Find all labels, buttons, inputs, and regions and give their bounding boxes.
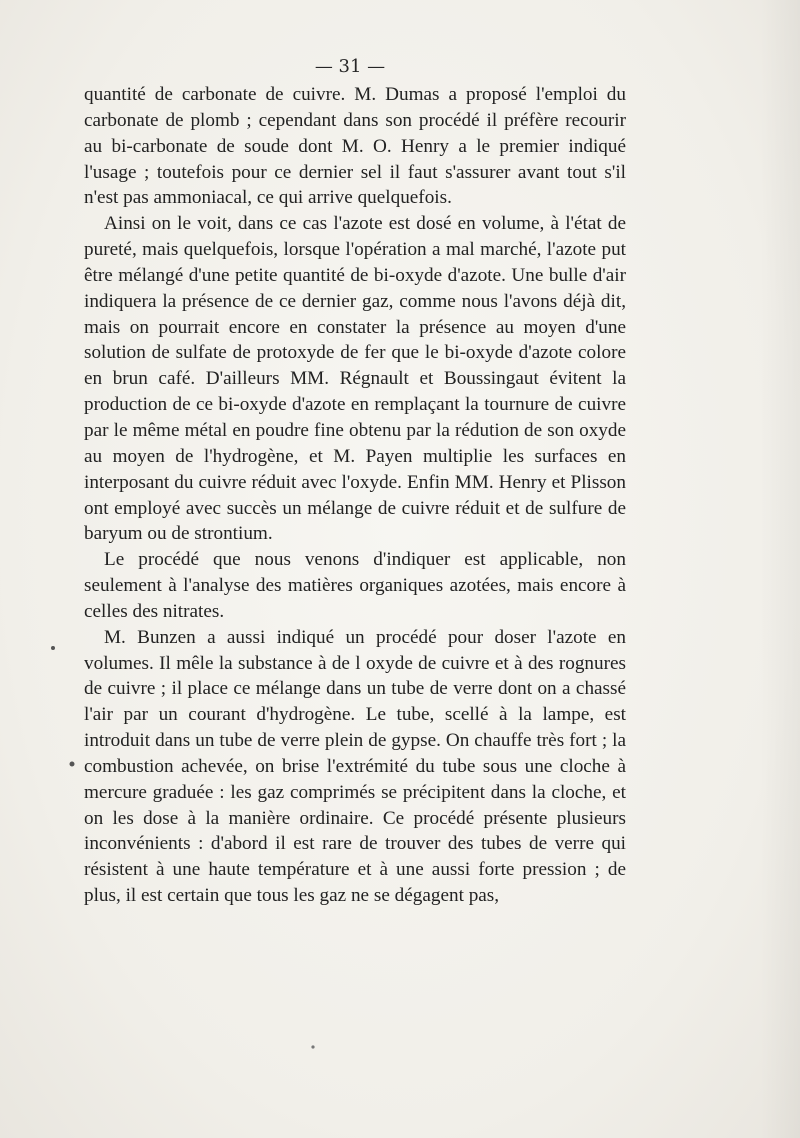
ink-speck — [311, 1045, 314, 1048]
paragraph-4: M. Bunzen a aussi indiqué un procédé pour doser l'azote en volumes. Il mêle la substance à de l oxyde de cuivre et à des rognures de cuivre ; il place ce mélange dans un tube de verre dont on a chassé l'air par un courant d'hydrogène. Le tube, scellé à la lampe, est introduit dans un tube de verre plein de gypse. On chauffe très fort ; la combustion achevée, on brise l'extrémité du tube sous une cloche à mercure graduée : les gaz comprimés se précipitent dans la cloche, et on les dose à la manière ordinaire. Ce procédé présente plusieurs inconvénients : d'abord il est rare de trouver des tubes de verre qui résistent à une haute température et à une aussi forte pression ; de plus, il est certain que tous les gaz ne se dégagent pas, — [84, 626, 626, 907]
ink-speck — [70, 762, 75, 767]
paragraph-2: Ainsi on le voit, dans ce cas l'azote est dosé en volume, à l'état de pureté, mais quelquefois, lorsque l'opération a mal marché, l'azote put être mélangé d'une petite quantité de bi-oxyde d'azote. Une bulle d'air indiquera la présence de ce dernier gaz, comme nous l'avons déjà dit, mais on pourrait encore en constater la présence au moyen d'une solution de sulfate de protoxyde de fer que le bi-oxyde d'azote colore en brun café. D'ailleurs MM. Régnault et Boussingaut évitent la production de ce bi-oxyde d'azote en remplaçant la tournure de cuivre par le même métal en poudre fine obtenu par la rédution de son oxyde au moyen de l'hydrogène, et M. Payen multiplie les surfaces en interposant du cuivre réduit avec l'oxyde. Enfin MM. Henry et Plisson ont employé avec succès un mélange de cuivre réduit et de sulfure de baryum ou de strontium. — [84, 213, 626, 545]
page-number: — 31 — — [314, 56, 386, 77]
paragraph-1: quantité de carbonate de cuivre. M. Dumas a proposé l'emploi du carbonate de plomb ; cependant dans son procédé il préfère recourir au bi-carbonate de soude dont M. O. Henry a le premier indiqué l'usage ; toutefois pour ce dernier sel il faut s'assurer avant tout s'il n'est pas ammoniacal, ce qui arrive quelquefois. — [84, 84, 626, 209]
ink-speck — [51, 646, 55, 650]
paragraph-3: Le procédé que nous venons d'indiquer est applicable, non seulement à l'analyse des matières organiques azotées, mais encore à celles des nitrates. — [84, 549, 626, 622]
